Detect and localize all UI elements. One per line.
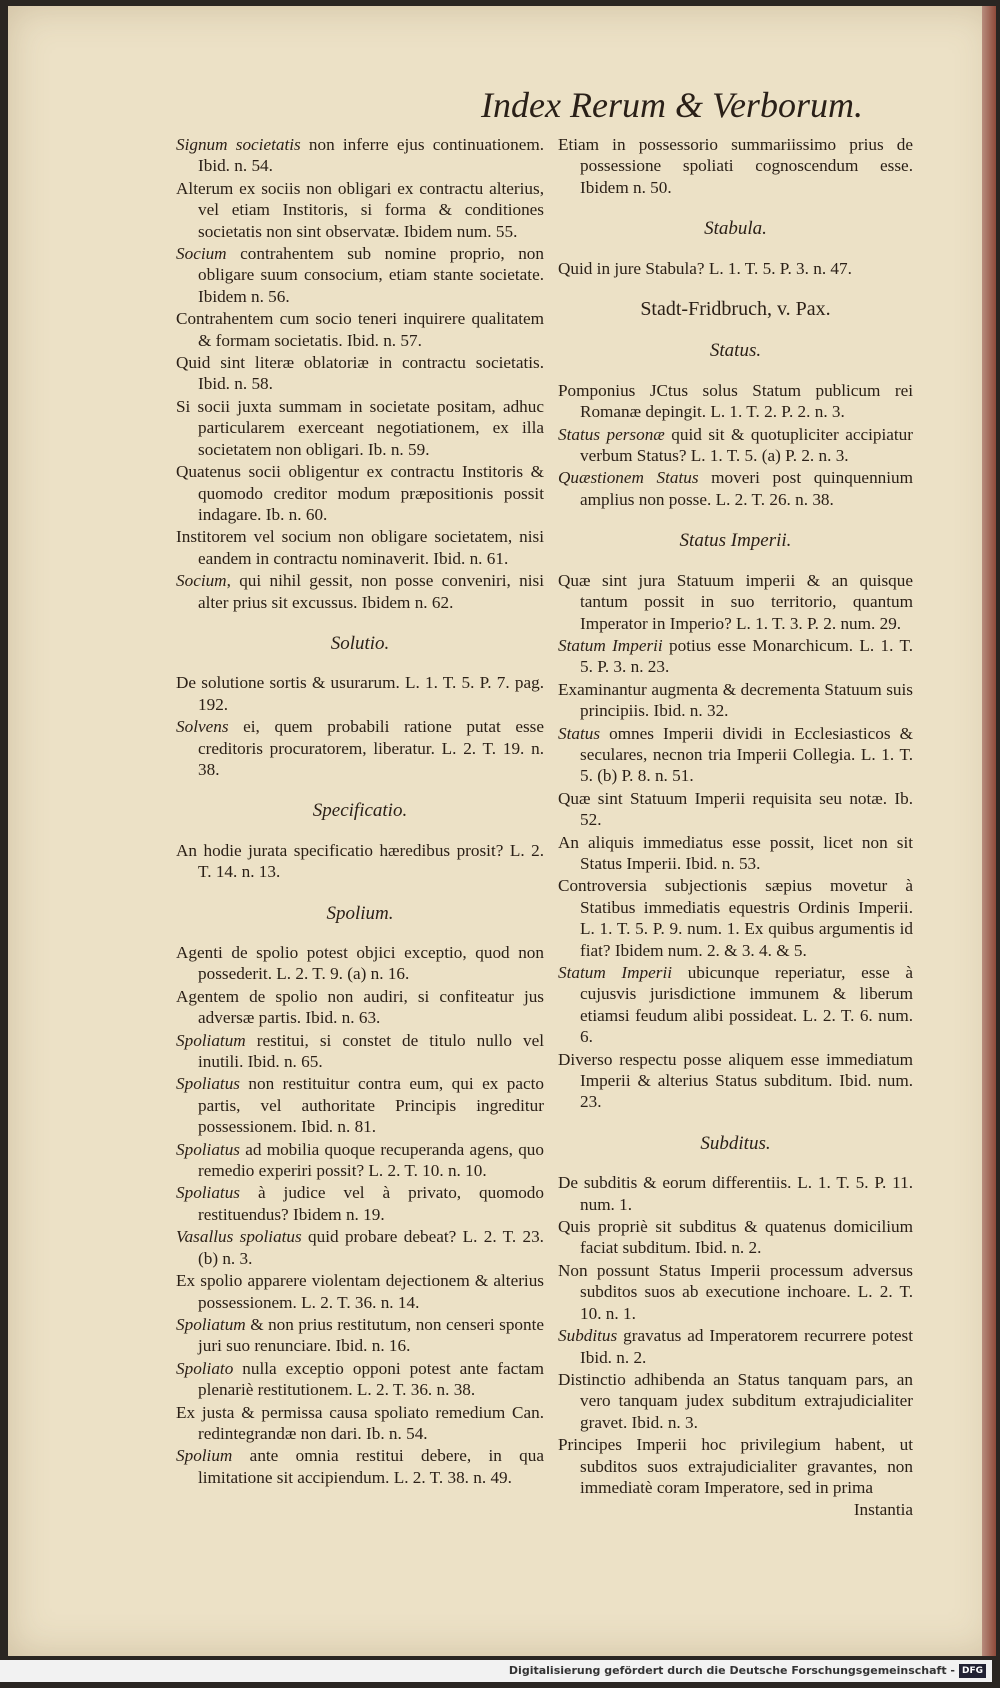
index-entry xyxy=(558,875,913,961)
entry-text: à judice vel à privato, quomodo restituendus? Ibidem n. 19. xyxy=(198,1183,544,1224)
entry-text: omnes Imperii dividi in Ecclesiasticos & seculares, necnon tria Imperii Collegia. L. 1. T. 5. (b) P. 8. n. 51. xyxy=(580,723,913,786)
index-entry xyxy=(558,424,913,467)
page-header xyxy=(8,84,996,126)
entry-text: Examinantur augmenta & decrementa Statuum suis principiis. Ibid. n. 32. xyxy=(558,679,913,721)
entry-lemma: Solvens xyxy=(176,717,229,737)
entry-text: Etiam in possessorio summariissimo prius de possessione spoliati cognoscendum esse. Ibidem n. 50. xyxy=(558,135,913,197)
section-heading: Subditus. xyxy=(700,1132,771,1154)
index-entry xyxy=(176,1139,544,1182)
entry-text: Contrahentem cum socio teneri inquirere qualitatem & formam societatis. Ibid. n. 57. xyxy=(176,309,544,350)
index-entry xyxy=(558,635,913,678)
catchword: Instantia xyxy=(853,1500,913,1520)
entry-lemma: Spoliatum xyxy=(176,1030,246,1050)
entry-text: Controversia subjectionis sæpius movetur à Statibus immediatis equestris Ordinis Imperii. L. 1. T. 5. P. 9. num. 1. Ex quibus argumentis id fiat? Ibidem num. 2. & 3. 4. & 5. xyxy=(558,876,913,960)
entry-text: Non possunt Status Imperii processum adversus subditos suos ab executione inchoare. L. 2. T. 10. n. 1. xyxy=(558,1260,913,1323)
entry-text: An hodie jurata specificatio hæredibus prosit? L. 2. T. 14. n. 13. xyxy=(176,840,544,882)
entry-text: Alterum ex sociis non obligari ex contractu alterius, vel etiam Institoris, si forma & conditiones societatis non sint observatæ. Ibidem num. 55. xyxy=(176,178,544,241)
index-entry xyxy=(176,1226,544,1269)
index-entry xyxy=(176,1402,544,1445)
scanned-page xyxy=(8,6,996,1656)
right-column xyxy=(558,134,913,1521)
index-entry xyxy=(176,526,544,569)
entry-text: Quatenus socii obligentur ex contractu Institoris & quomodo creditor modum præpositionis possit indagare. Ib. n. 60. xyxy=(176,462,544,524)
entry-text: & non prius restitutum, non censeri sponte juri suo renunciare. Ibid. n. 16. xyxy=(198,1314,544,1356)
section-heading: Status Imperii. xyxy=(679,530,792,552)
index-entry xyxy=(176,1314,544,1357)
entry-text: nulla exceptio opponi potest ante factam plenariè restitutionem. L. 2. T. 36. n. 38. xyxy=(198,1358,544,1400)
index-entry xyxy=(558,832,913,875)
index-entry xyxy=(558,380,913,423)
entry-text: Principes Imperii hoc privilegium habent, ut subditos suos extrajudicialiter gravantes, non immediatè coram Imperatore, sed in prima xyxy=(558,1435,913,1497)
index-entry xyxy=(558,962,913,1048)
entry-text: Si socii juxta summam in societate positam, adhuc particularem exerceant negotiationem, ex illa societatem non obligari. Ib. n. 59. xyxy=(176,396,544,459)
index-entry xyxy=(558,134,913,198)
entry-lemma: Signum societatis xyxy=(176,135,301,154)
entry-text: , qui nihil gessit, non posse conveniri, nisi alter prius sit excussus. Ibidem n. 62. xyxy=(198,571,544,612)
index-entry xyxy=(176,396,544,460)
entry-text: ubicunque reperiatur, esse à cujusvis jurisdictione immunem & liberum etiamsi feudum alibi possideat. L. 2. T. 6. num. 6. xyxy=(580,963,914,1047)
entry-lemma: Subditus xyxy=(558,1326,618,1346)
index-entry xyxy=(558,723,913,787)
entry-lemma: Socium xyxy=(176,244,227,264)
index-entry xyxy=(558,1325,913,1368)
index-entry xyxy=(176,1073,544,1137)
index-entry xyxy=(176,1182,544,1225)
entry-lemma: Spolium xyxy=(176,1446,233,1466)
entry-text: Diverso respectu posse aliquem esse immediatum Imperii & alterius Status subditum. Ibid. num. 23. xyxy=(558,1049,913,1112)
footer-text: Digitalisierung gefördert durch die Deutsche Forschungsgemeinschaft - xyxy=(508,1664,955,1677)
entry-text: Quis propriè sit subditus & quatenus domicilium faciat subditum. Ibid. n. 2. xyxy=(558,1217,913,1258)
entry-lemma: Vasallus spoliatus xyxy=(176,1227,302,1247)
index-entry xyxy=(558,1434,913,1498)
entry-lemma: Statum Imperii xyxy=(558,635,663,655)
entry-lemma: Spoliatum xyxy=(176,1314,246,1334)
entry-lemma: Spoliatus xyxy=(176,1139,240,1159)
entry-text: non restituitur contra eum, qui ex pacto partis, vel authoritate Principis ingreditur possessionem. Ibid. n. 81. xyxy=(198,1074,544,1137)
entry-text: Ex justa & permissa causa spoliato remedium Can. redintegrandæ non dari. Ib. n. 54. xyxy=(176,1402,544,1443)
entry-text: restitui, si constet de titulo nullo vel inutili. Ibid. n. 65. xyxy=(198,1030,544,1072)
section-heading: Status. xyxy=(709,340,762,362)
entry-text: Quæ sint jura Statuum imperii & an quisque tantum possit in suo territorio, quantum Imperator in Imperio? L. 1. T. 3. P. 2. num. 29. xyxy=(558,570,913,633)
left-column xyxy=(176,134,544,1489)
entry-text: Quid sint literæ oblatoriæ in contractu societatis. Ibid. n. 58. xyxy=(176,353,544,394)
entry-lemma: Status personæ xyxy=(558,424,665,444)
dfg-logo: DFG xyxy=(959,1664,986,1678)
entry-lemma: Spoliato xyxy=(176,1358,234,1378)
entry-text: An aliquis immediatus esse possit, licet non sit Status Imperii. Ibid. n. 53. xyxy=(558,832,913,873)
index-entry xyxy=(558,788,913,831)
index-entry xyxy=(176,243,544,307)
index-entry xyxy=(176,1358,544,1401)
index-entry xyxy=(176,840,544,883)
entry-lemma: Socium xyxy=(176,571,227,591)
entry-text: ante omnia restitui debere, in qua limitatione sit accipiendum. L. 2. T. 38. n. 49. xyxy=(198,1446,544,1487)
index-entry xyxy=(558,1172,913,1215)
entry-lemma: Spoliatus xyxy=(176,1183,240,1203)
entry-text: Quid in jure Stabula? L. 1. T. 5. P. 3. n. 47. xyxy=(558,258,852,278)
index-entry xyxy=(176,352,544,395)
index-entry xyxy=(176,1030,544,1073)
entry-lemma: Statum Imperii xyxy=(558,963,673,982)
entry-text: contrahentem sub nomine proprio, non obligare suum consocium, etiam stante societate. Ibidem n. 56. xyxy=(198,244,544,306)
page-title: Index Rerum & Verborum. xyxy=(481,85,863,125)
index-entry xyxy=(176,1445,544,1488)
entry-text: Agentem de spolio non audiri, si confiteatur jus adversæ partis. Ibid. n. 63. xyxy=(176,986,544,1028)
index-entry xyxy=(176,986,544,1029)
index-entry xyxy=(176,461,544,525)
page-edge xyxy=(982,6,996,1656)
index-entry xyxy=(558,258,913,279)
entry-lemma: Status xyxy=(558,723,601,743)
entry-text: Distinctio adhibenda an Status tanquam pars, an vero tanquam judex subditum extrajudicialiter gravet. Ibid. n. 3. xyxy=(558,1369,913,1432)
index-entry xyxy=(176,672,544,715)
entry-text: Agenti de spolio potest objici exceptio, quod non possederit. L. 2. T. 9. (a) n. 16. xyxy=(176,943,544,984)
section-heading: Stadt-Fridbruch, v. Pax. xyxy=(640,298,831,321)
index-entry xyxy=(558,467,913,510)
index-entry xyxy=(176,308,544,351)
index-entry xyxy=(558,570,913,634)
entry-text: gravatus ad Imperatorem recurrere potest Ibid. n. 2. xyxy=(580,1326,913,1367)
entry-text: non inferre ejus continuationem. Ibid. n. 54. xyxy=(198,135,544,176)
index-entry xyxy=(558,679,913,722)
entry-text: quid sit & quotupliciter accipiatur verbum Status? L. 1. T. 5. (a) P. 2. n. 3. xyxy=(580,424,913,466)
entry-text: quid probare debeat? L. 2. T. 23. (b) n. 3. xyxy=(198,1227,544,1268)
index-entry xyxy=(176,178,544,242)
entry-text: De subditis & eorum differentiis. L. 1. T. 5. P. 11. num. 1. xyxy=(558,1173,913,1214)
section-heading: Solutio. xyxy=(330,632,390,654)
entry-text: Institorem vel socium non obligare societatem, nisi eandem in contractu nominaverit. Ibid. n. 61. xyxy=(176,527,544,568)
index-entry xyxy=(176,716,544,780)
entry-text: ad mobilia quoque recuperanda agens, quo remedio experiri possit? L. 2. T. 10. n. 10. xyxy=(198,1139,544,1181)
index-entry xyxy=(176,1270,544,1313)
section-heading: Specificatio. xyxy=(312,800,408,822)
index-entry xyxy=(558,1049,913,1113)
footer-bar xyxy=(0,1660,992,1682)
section-heading: Stabula. xyxy=(704,218,767,240)
entry-lemma: Spoliatus xyxy=(176,1074,240,1094)
index-entry xyxy=(558,1369,913,1433)
section-heading: Spolium. xyxy=(326,902,394,924)
entry-text: Ex spolio apparere violentam dejectionem & alterius possessionem. L. 2. T. 36. n. 14. xyxy=(176,1271,544,1312)
index-entry xyxy=(176,570,544,613)
entry-text: De solutione sortis & usurarum. L. 1. T. 5. P. 7. pag. 192. xyxy=(176,673,544,714)
entry-text: Pomponius JCtus solus Statum publicum rei Romanæ depingit. L. 1. T. 2. P. 2. n. 3. xyxy=(558,380,913,422)
entry-text: ei, quem probabili ratione putat esse creditoris procuratorem, liberatur. L. 2. T. 19. n. 38. xyxy=(198,717,544,779)
index-entry xyxy=(558,1216,913,1259)
entry-text: Quæ sint Statuum Imperii requisita seu notæ. Ib. 52. xyxy=(558,788,913,830)
index-entry xyxy=(176,942,544,985)
entry-text: potius esse Monarchicum. L. 1. T. 5. P. 3. n. 23. xyxy=(580,635,913,677)
entry-text: moveri post quinquennium amplius non posse. L. 2. T. 26. n. 38. xyxy=(580,468,913,509)
entry-lemma: Quæstionem Status xyxy=(558,468,699,488)
index-entry xyxy=(176,134,544,177)
index-entry xyxy=(558,1260,913,1324)
